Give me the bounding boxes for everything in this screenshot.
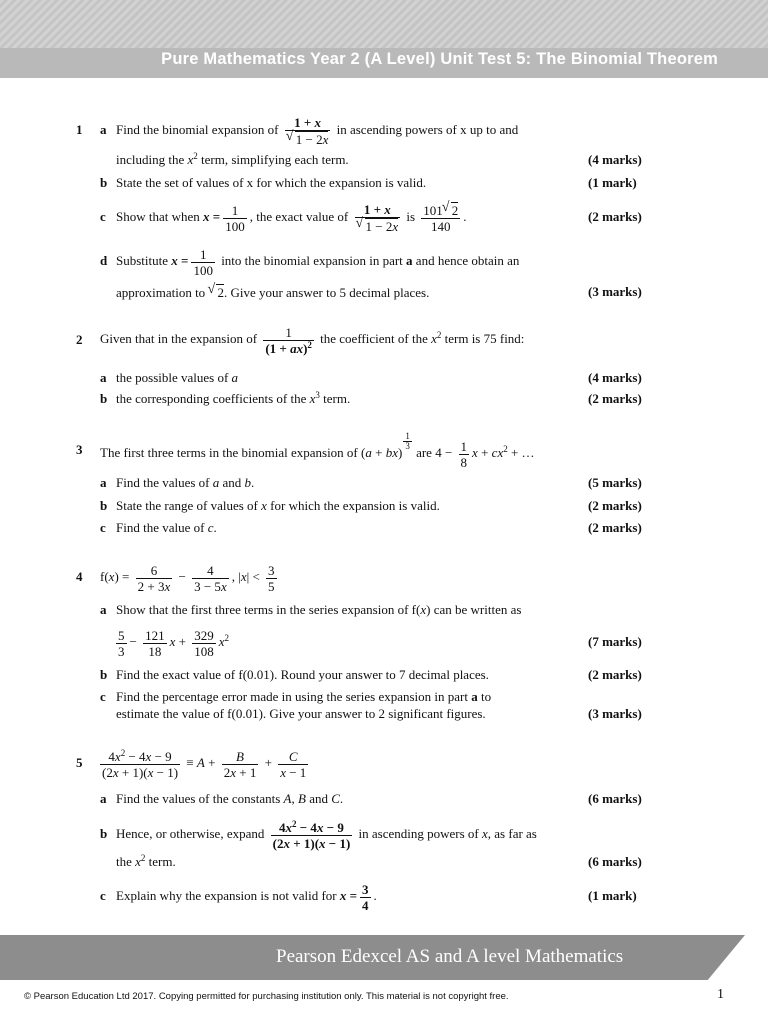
- q5a-marks: (6 marks): [588, 791, 642, 806]
- q2b-text: the corresponding coefficients of the $x^3$ term.: [116, 390, 351, 406]
- q3a-label: a: [100, 475, 107, 490]
- question-number-2: 2: [76, 332, 83, 347]
- q5b-fraction: $\frac{4x^2 - 4x - 9}{(2x + 1)(x - 1)}$: [272, 818, 351, 851]
- q2a-text: the possible values of a: [116, 370, 239, 385]
- q5c-marks: (1 mark): [588, 888, 637, 903]
- q5c-line: Explain why the expansion is not valid for x = $\frac{3}{4}$ .: [116, 881, 377, 913]
- q4a-marks: (7 marks): [588, 634, 642, 649]
- q3-series: 4 − $\frac{1}{8}$ $x + cx^2$ + …: [435, 438, 535, 470]
- q5a-text: Find the values of the constants A, B and C.: [116, 791, 344, 806]
- q3-stem: [100, 432, 535, 470]
- q5-identity: $\frac{4x^2 - 4x - 9}{(2x + 1)(x - 1)}$ ≡ A + $\frac{B}{2x + 1}$ + $\frac{C}{x - 1}$: [102, 747, 307, 780]
- q1d-text2: into the binomial expansion in part a and hence obtain an: [221, 253, 520, 268]
- q2-frac-den: (1 + ax)$^2$: [265, 339, 312, 356]
- q1a-fraction: [285, 115, 331, 147]
- question-number-1: 1: [76, 122, 83, 137]
- q1d-marks: (3 marks): [588, 284, 642, 299]
- q4c-label: c: [100, 689, 106, 704]
- q1d-text3: approximation to √ 2. Give your answer to 5 decimal places.: [116, 284, 429, 301]
- q3-text2: are: [416, 445, 432, 460]
- q1a-line1: [116, 114, 518, 147]
- question-number-5: 5: [76, 755, 83, 770]
- q5a-label: a: [100, 791, 107, 806]
- question-number-3: 3: [76, 442, 83, 457]
- q2a-marks: (4 marks): [588, 370, 642, 385]
- q3-expr: (a + bx) $\frac{1}{3}$: [361, 431, 410, 460]
- q1a-frac-den: √ 1 − 2x: [285, 131, 331, 147]
- q1c-x-fraction: [223, 203, 247, 234]
- q1a-frac-num: 1 + x: [285, 115, 331, 131]
- q1c-line: Show that when x = $\frac{1}{100}$ , the exact value of 1 + x √ 1 − 2x is $\frac{101√ 2}{140}$ .: [116, 201, 467, 234]
- q2-stem: [100, 322, 524, 356]
- q1c-marks: (2 marks): [588, 209, 642, 224]
- q3a-text: Find the values of a and b.: [116, 475, 255, 490]
- q1c-x-eq: x =: [203, 209, 221, 224]
- q1c-x-den: 100: [225, 218, 245, 234]
- q2-fraction: [263, 325, 314, 356]
- q4b-text: Find the exact value of f(0.01). Round your answer to 7 decimal places.: [116, 667, 489, 682]
- page-number: 1: [717, 987, 724, 1002]
- q1b-label: b: [100, 175, 108, 190]
- q5c-x-num: 3: [362, 881, 369, 897]
- q3a-marks: (5 marks): [588, 475, 642, 490]
- q1c-f-num: 1 + x: [355, 202, 401, 218]
- q1d-line1: [116, 245, 519, 278]
- q3b-text: State the range of values of x for which the expansion is valid.: [116, 498, 440, 513]
- q1c-f-fraction: [355, 202, 401, 234]
- q3c-text: Find the value of c.: [116, 520, 217, 535]
- q1c-f-den: √ 1 − 2x: [355, 218, 401, 234]
- q1d-x-fraction: [191, 247, 215, 278]
- q5b-text3: the $x^2$ term.: [116, 853, 176, 869]
- q1c-text2: , the exact value of: [249, 209, 349, 224]
- q5b-text1: Hence, or otherwise, expand: [116, 826, 265, 841]
- q4b-marks: (2 marks): [588, 667, 642, 682]
- q4a-text: Show that the first three terms in the series expansion of f(x) can be written as: [116, 602, 522, 617]
- q5b-marks: (6 marks): [588, 854, 642, 869]
- q1a-marks: (4 marks): [588, 152, 642, 167]
- q5c-text1: Explain why the expansion is not valid for: [116, 888, 337, 903]
- question-number-4: 4: [76, 569, 83, 584]
- q5b-line1: [116, 817, 537, 851]
- q5c-label: c: [100, 888, 106, 903]
- copyright-notice: © Pearson Education Ltd 2017. Copying permitted for purchasing institution only. This material is not copyright free.: [24, 991, 509, 1002]
- q4-expr: f(x) = $\frac{6}{2 + 3x}$ − $\frac{4}{3 - 5x}$ , |x| < $\frac{3}{5}$: [100, 562, 275, 594]
- q5c-x-eq: x =: [339, 888, 358, 903]
- q5b-text2: in ascending powers of x, as far as: [358, 826, 537, 841]
- q4c-marks: (3 marks): [588, 706, 642, 721]
- q1c-x-num: 1: [223, 203, 247, 219]
- q1c-text3: is: [406, 209, 416, 224]
- q2b-marks: (2 marks): [588, 391, 642, 406]
- q5c-x-den: 4: [362, 897, 369, 913]
- q1d-text1: Substitute: [116, 253, 169, 268]
- footer-brand: Pearson Edexcel AS and A level Mathematics: [276, 946, 624, 967]
- q1d-x-num: 1: [191, 247, 215, 263]
- q2b-label: b: [100, 391, 108, 406]
- q5b-label: b: [100, 826, 108, 841]
- q4a-label: a: [100, 602, 107, 617]
- q4c-text1: Find the percentage error made in using the series expansion in part a to: [116, 689, 492, 704]
- q2a-label: a: [100, 370, 107, 385]
- q4b-label: b: [100, 667, 108, 682]
- q1c-r-den: 140: [431, 219, 451, 235]
- q4c-text2: estimate the value of f(0.01). Give your answer to 2 significant figures.: [116, 706, 486, 721]
- q1a-label: a: [100, 122, 107, 137]
- q3c-marks: (2 marks): [588, 520, 642, 535]
- q1c-r-num: 101√ 2: [421, 202, 460, 219]
- q5c-x-fraction: [360, 882, 371, 913]
- q3b-marks: (2 marks): [588, 498, 642, 513]
- q1c-result-fraction: [421, 202, 460, 234]
- q1d-label: d: [100, 253, 108, 268]
- q1b-text: State the set of values of x for which the expansion is valid.: [116, 175, 427, 190]
- q1b-marks: (1 mark): [588, 175, 637, 190]
- q1d-x-eq: x =: [171, 253, 189, 268]
- q1a-text1: Find the binomial expansion of: [116, 122, 279, 137]
- page-title: Pure Mathematics Year 2 (A Level) Unit Test 5: The Binomial Theorem: [161, 50, 718, 68]
- q3b-label: b: [100, 498, 108, 513]
- q2-text1: Given that in the expansion of: [100, 331, 258, 346]
- q1a-text3: including the $x^2$ term, simplifying each term.: [116, 151, 349, 167]
- q1c-label: c: [100, 209, 106, 224]
- q3-text1: The first three terms in the binomial expansion of: [100, 445, 358, 460]
- q4a-series: $\frac{5}{3}$ − $\frac{121}{18}$ x + $\frac{329}{108}$ $x^2$: [118, 627, 229, 659]
- q2-frac-num: 1: [263, 325, 314, 341]
- q1c-text1: Show that when: [116, 209, 200, 224]
- q2-text2: the coefficient of the $x^2$ term is 75 find:: [320, 330, 525, 346]
- q3c-label: c: [100, 520, 106, 535]
- q1d-x-den: 100: [193, 262, 213, 278]
- q1a-text2: in ascending powers of x up to and: [336, 122, 519, 137]
